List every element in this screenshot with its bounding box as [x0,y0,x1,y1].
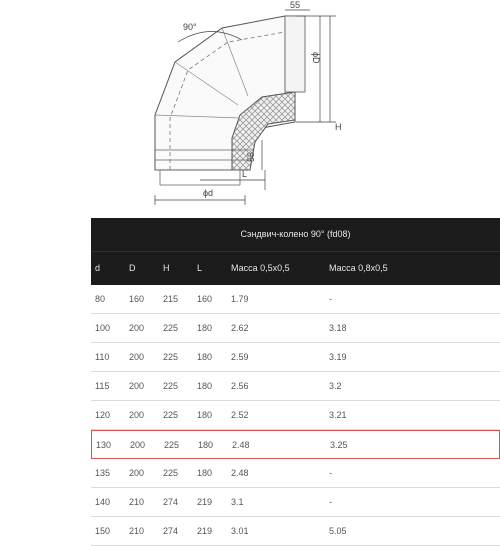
cell-H: 225 [163,410,179,420]
cell-mass-08: 3.2 [329,381,342,391]
cell-H: 215 [163,294,179,304]
cell-L: 219 [197,526,213,536]
cell-d: 120 [95,410,111,420]
cell-mass-05: 2.59 [231,352,249,362]
cell-d: 115 [95,381,110,391]
cell-D: 200 [130,440,146,450]
cell-H: 225 [164,440,180,450]
table-row [91,430,500,459]
elbow-technical-drawing [0,0,500,212]
cell-D: 210 [129,497,145,507]
cell-D: 200 [129,468,145,478]
table-row [91,372,500,401]
header-H: H [163,263,170,273]
elbow-outline [155,16,295,170]
cell-L: 180 [198,440,214,450]
header-d: d [95,263,101,273]
header-D: D [129,263,136,273]
cell-mass-08: 3.19 [329,352,347,362]
cell-L: 160 [197,294,213,304]
cell-d: 140 [95,497,111,507]
cell-mass-05: 2.56 [231,381,249,391]
cell-mass-08: 3.21 [329,410,347,420]
table-row [91,517,500,546]
table-row [91,314,500,343]
table-row [91,459,500,488]
cell-mass-05: 2.52 [231,410,249,420]
cell-H: 225 [163,468,179,478]
cell-L: 180 [197,323,213,333]
header-L: L [197,263,203,273]
cell-L: 180 [197,381,213,391]
table-body [91,285,500,546]
cell-d: 130 [96,440,112,450]
cell-H: 225 [163,381,179,391]
length-label: L [242,169,248,179]
header-mass-08: Масса 0,8х0,5 [329,263,388,273]
cell-D: 200 [129,410,145,420]
cell-L: 180 [197,352,213,362]
cell-mass-08: - [329,294,332,304]
cell-D: 210 [129,526,145,536]
cell-mass-05: 1.79 [231,294,249,304]
cell-D: 160 [129,294,145,304]
table-row [91,285,500,314]
cell-D: 200 [129,323,145,333]
top-dim-label: 55 [290,0,301,10]
cell-d: 135 [95,468,111,478]
top-socket [285,16,305,92]
cell-d: 100 [95,323,111,333]
cell-mass-05: 3.1 [231,497,244,507]
cell-mass-08: - [329,468,332,478]
header-mass-05: Масса 0,5х0,5 [231,263,290,273]
cell-d: 110 [95,352,110,362]
cell-mass-08: 5.05 [329,526,347,536]
table-row [91,488,500,517]
cell-H: 274 [163,526,179,536]
cell-mass-05: 2.62 [231,323,249,333]
angle-label: 90° [183,22,197,32]
cell-d: 150 [95,526,111,536]
cell-mass-05: 2.48 [231,468,249,478]
table-row [91,401,500,430]
inner-diameter-label: ϕd [203,188,214,198]
cell-H: 225 [163,323,179,333]
cell-H: 225 [163,352,179,362]
spec-table [91,218,500,546]
cell-d: 80 [95,294,106,304]
height-label: H [335,122,342,132]
cell-mass-05: 3.01 [231,526,249,536]
bottom-dim-label: 55 [246,151,256,162]
table-row [91,343,500,372]
cell-H: 274 [163,497,179,507]
cell-D: 200 [129,381,145,391]
cell-mass-08: - [329,497,332,507]
cell-L: 180 [197,410,213,420]
cell-L: 219 [197,497,213,507]
cell-D: 200 [129,352,145,362]
cell-mass-08: 3.25 [330,440,348,450]
table-header-row [91,251,500,285]
cell-mass-08: 3.18 [329,323,347,333]
outer-diameter-label: ϕD [311,52,321,64]
cell-mass-05: 2.48 [232,440,250,450]
cell-L: 180 [197,468,213,478]
table-title: Сэндвич-колено 90° (fd08) [91,218,500,251]
